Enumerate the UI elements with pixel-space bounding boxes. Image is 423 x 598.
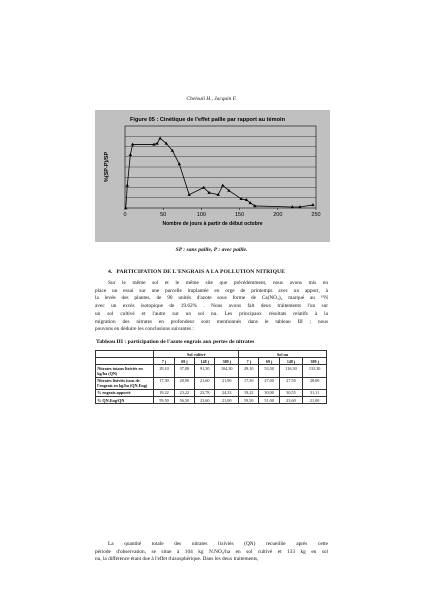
table-cell: 17,30: [239, 377, 259, 389]
x-tick-label: 250: [311, 212, 321, 218]
paragraph-line: avec un excès isotopique de 19.62% . Nous avons fait deux traitements l'un sur: [95, 303, 328, 310]
paragraph-line: migration des nitrates en profondeur sont mentionnés dans le tableau III ; nous: [95, 318, 328, 325]
group-header-sol-cultive: Sol cultivé: [154, 351, 239, 358]
day-header: 148 j: [195, 358, 215, 365]
table-row: [96, 365, 327, 377]
section-title: PARTICIPATION DE L'ENGRAIS A LA POLLUTION NITRIQUE: [116, 269, 286, 275]
table-title: Tableau III : participation de l'azote engrais aux pertes de nitrates: [96, 339, 255, 345]
table-cell: 56,50: [174, 396, 194, 403]
table-corner: [96, 351, 154, 358]
paragraph-line: La quantité totale des nitrates lixiviés (QN) recueillie après cette: [108, 541, 328, 547]
table-row: [96, 396, 327, 403]
table-cell: 91,30: [195, 365, 215, 377]
table-cell: 59,50: [154, 396, 174, 403]
row-label: % engrais apporté: [96, 389, 154, 396]
table-cell: 30,00: [259, 389, 279, 396]
table-cell: 29,10: [154, 365, 174, 377]
table-cell: 27,00: [259, 377, 279, 389]
table-cell: 20,90: [174, 377, 194, 389]
figure-caption: SP : sans paille, P : avec paille.: [175, 247, 248, 253]
table-corner-2: [96, 358, 154, 365]
table-cell: 30,55: [279, 389, 302, 396]
table-cell: 23,60: [279, 396, 302, 403]
table-cell: 51,00: [259, 396, 279, 403]
table-cell: 23,78: [195, 389, 215, 396]
x-tick-label: 150: [235, 212, 245, 218]
x-tick-label: 50: [160, 212, 167, 218]
table-row: [96, 377, 327, 389]
section-heading: [108, 269, 285, 275]
table-cell: 21,60: [195, 377, 215, 389]
group-header-sol-nu: Sol nu: [239, 351, 327, 358]
chart-title: Figure 05 : Cinétique de l'effet paille par rapport au témoin: [130, 117, 285, 123]
table-cell: 28,00: [303, 377, 327, 389]
chart: [95, 110, 330, 242]
data-table: [95, 350, 327, 404]
y-axis-label: %(SP-P)/SP: [104, 151, 110, 183]
paragraph-line: pouvons en déduire les conclusions suivantes :: [95, 326, 194, 333]
paragraph-line: Sur le même sol et le même site que précédemment, nous avons mis en: [108, 280, 328, 286]
x-axis-label: Nombre de jours à partir de début octobre: [162, 221, 263, 227]
paragraph-line: un sol cultivé et l'autre sur un sol nu. Les principaux résultats relatifs à la: [95, 310, 328, 317]
table-cell: 31,11: [303, 389, 327, 396]
table-cell: 17,30: [154, 377, 174, 389]
table-cell: 24,33: [215, 389, 239, 396]
x-tick-label: 0: [123, 212, 127, 218]
day-header: 69 j: [174, 358, 194, 365]
paragraph-line: place un essai sur une parcelle implantée en orge de printemps avec un apport, à: [95, 287, 328, 294]
day-header: 69 j: [259, 358, 279, 365]
table-cell: 23,22: [174, 389, 194, 396]
paragraph-line: la levée des plantes, de 90 unités d'azote sous forme de Ca(NO₃)₂ marqué au ¹⁵N: [95, 295, 328, 302]
table-cell: 21,90: [215, 377, 239, 389]
day-header: 7 j: [239, 358, 259, 365]
table-cell: 27,50: [279, 377, 302, 389]
table-cell: 19,22: [154, 389, 174, 396]
table-body: [96, 365, 327, 404]
section-number: 4.: [108, 269, 113, 275]
day-header: 309 j: [215, 358, 239, 365]
x-tick-label: 200: [273, 212, 283, 218]
table-cell: 104,30: [215, 365, 239, 377]
day-header: 148 j: [279, 358, 302, 365]
table-cell: 21,00: [215, 396, 239, 403]
row-label: % QN.Eng/QN: [96, 396, 154, 403]
table-cell: 19,22: [239, 389, 259, 396]
table-cell: 133,30: [303, 365, 327, 377]
table-cell: 23,60: [195, 396, 215, 403]
table-cell: 59,50: [239, 396, 259, 403]
table-cell: 53,50: [259, 365, 279, 377]
table-cell: 37,00: [174, 365, 194, 377]
row-label: Nitrates lixiviés issus de l'engrais en kg/ha (QN.Eng): [96, 377, 154, 389]
running-header-authors: Chelouli H., Jacquin F.: [186, 96, 237, 102]
row-label: Nitrates totaux lixiviés en kg/ha (QN): [96, 365, 154, 377]
paragraph-line: période d'observation, se situe à 104 kg N.NO₃/ha en sol cultivé et 133 kg en sol: [95, 548, 328, 555]
paragraph-line: nu, la différence étant due à l'effet rhizosphérique. Dans les deux traitements,: [95, 556, 259, 563]
day-header-row: [96, 358, 327, 365]
x-tick-label: 100: [196, 212, 206, 218]
day-header: 309 j: [303, 358, 327, 365]
table-cell: 21,00: [303, 396, 327, 403]
table-cell: 116,30: [279, 365, 302, 377]
day-header: 7 j: [154, 358, 174, 365]
table-cell: 29,10: [239, 365, 259, 377]
table-row: [96, 389, 327, 396]
